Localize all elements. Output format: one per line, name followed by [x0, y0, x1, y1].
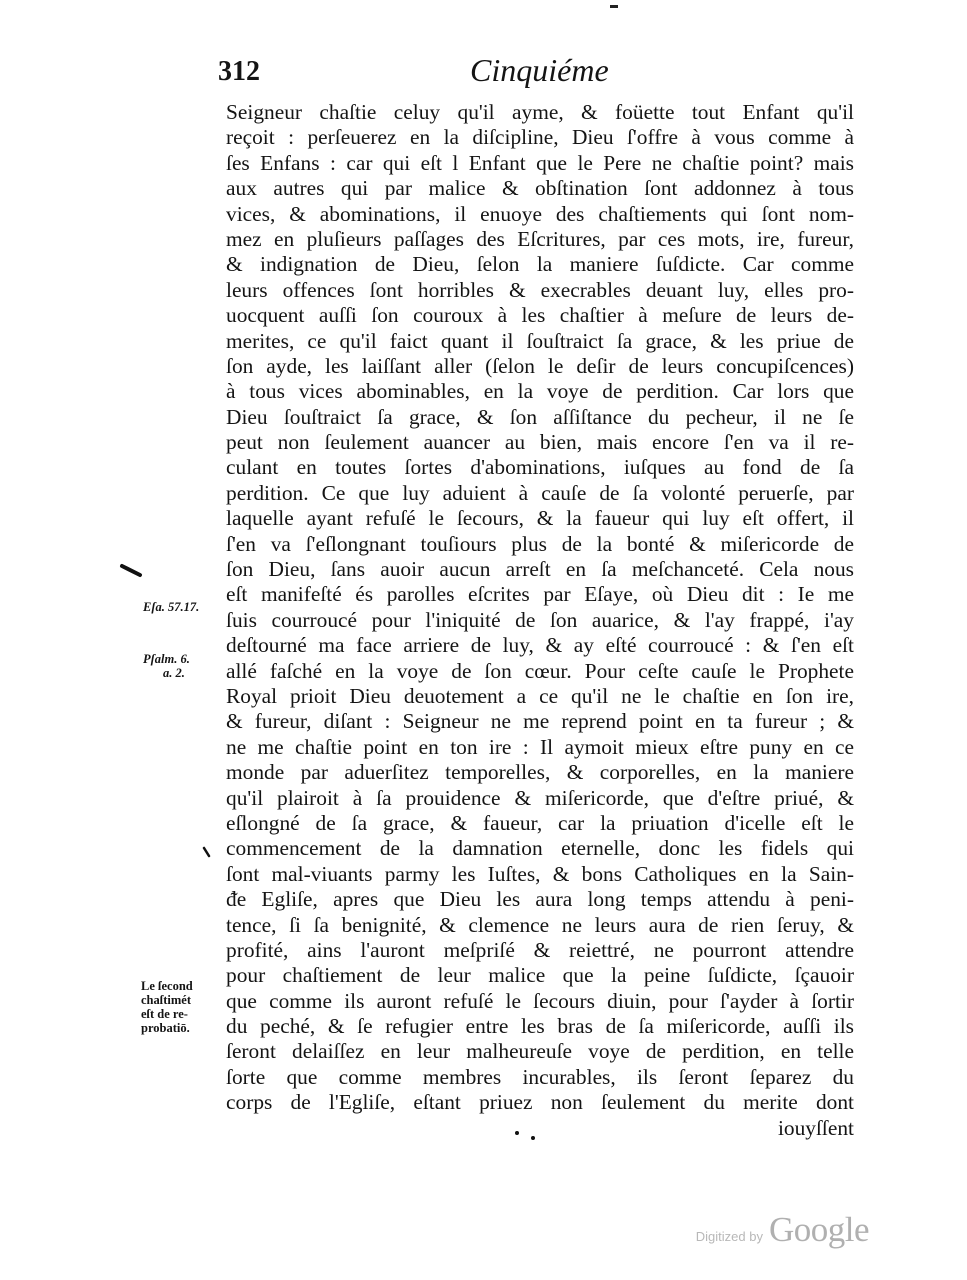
body-line: ſorte que comme membres incurables, ils ſeront ſeparez du	[226, 1064, 854, 1089]
body-line: monde par aduerſitez temporelles, & corporelles, en la maniere	[226, 760, 854, 785]
body-line: du peché, & ſe refugier entre les bras de ſa miſericorde, auſſi ils	[226, 1014, 854, 1039]
margin-note-line: probatiō.	[141, 1021, 190, 1035]
body-line: deſtourné ma face arriere de luy, & ay eſté courroucé : & ſ'en eſt	[226, 633, 854, 658]
margin-note-isaiah	[143, 600, 199, 614]
body-line: allé faſché en la voye de ſon cœur. Pour ceſte cauſe le Prophete	[226, 658, 854, 683]
margin-note-psalm	[143, 652, 190, 680]
page-header	[0, 52, 967, 92]
body-line: eſlongné de ſa grace, & faueur, car la priuation d'icelle eſt le	[226, 810, 854, 835]
margin-note-line: eſt de re-	[141, 1007, 188, 1021]
body-line: aux autres qui par malice & obſtination ſont addonnez à tous	[226, 176, 854, 201]
body-line: vices, & abominations, il enuoye des chaſtiements qui ſont nom-	[226, 201, 854, 226]
body-line: corps de l'Egliſe, eſtant priuez non ſeulement du merite dont	[226, 1090, 854, 1115]
margin-note-line: Le ſecond	[141, 979, 193, 993]
body-line: Royal prioit Dieu deuotement a ce qu'il ne le chaſtie en ſon ire,	[226, 683, 854, 708]
body-line: leurs offences ſont horribles & execrables deuant luy, elles pro-	[226, 277, 854, 302]
body-line: ſont mal-viuants parmy les Iuſtes, & bons Catholiques en la Sain-	[226, 861, 854, 886]
body-line: perdition. Ce que luy aduient à cauſe de ſa volonté peruerſe, par	[226, 480, 854, 505]
digitized-by-label: Digitized by	[695, 1229, 763, 1244]
digitized-by-google-watermark	[696, 1210, 869, 1250]
body-line: ſon Dieu, ſans auoir aucun arreſt en ſa meſchanceté. Cela nous	[226, 557, 854, 582]
body-line: ſes Enfans : car qui eſt l Enfant que le Pere ne chaſtie point? mais	[226, 150, 854, 175]
running-head: Cinquiéme	[470, 52, 609, 88]
body-line: eſt manifeſté és parolles eſcrites par Eſaye, où Dieu dit : Ie me	[226, 582, 854, 607]
margin-note-line: a. 2.	[163, 666, 185, 680]
body-line: qu'il plairoit à ſa prouidence & miſericorde, que d'eſtre priué, &	[226, 785, 854, 810]
body-line: ne me chaſtie point en ton ire : Il aymoit mieux eſtre puny en ce	[226, 734, 854, 759]
body-line: merites, ce qu'il faict quant il ſouſtraict ſa grace, & les priue de	[226, 328, 854, 353]
catchword: iouyſſent	[777, 1115, 854, 1140]
body-line: ſuis courroucé pour l'iniquité de ſon auarice, & l'ay frappé, i'ay	[226, 607, 854, 632]
scan-speck	[610, 5, 618, 8]
body-line: ſeront delaiſſez en leur malheureuſe voye de perdition, en telle	[226, 1039, 854, 1064]
body-line: & fureur, diſant : Seigneur ne me reprend point en ta fureur ; &	[226, 709, 854, 734]
body-line: tence, ſi ſa benignité, & clemence ne leurs aura de rien ſeruy, &	[226, 912, 854, 937]
body-line: que comme ils auront refuſé le ſecours diuin, pour ſ'ayder à ſortir	[226, 988, 854, 1013]
body-line: uocquent auſſi ſon couroux à les chaſtier à meſure de leurs de-	[226, 303, 854, 328]
body-line: commencement de la damnation eternelle, donc les fidels qui	[226, 836, 854, 861]
body-line: culant en toutes ſortes d'abominations, iuſques au fond de ſa	[226, 455, 854, 480]
body-line: laquelle ayant refuſé le ſecours, & la faueur qui luy eſt offert, il	[226, 506, 854, 531]
margin-note-second-chastisement	[141, 979, 193, 1035]
google-logo: Google	[768, 1210, 869, 1249]
body-line: à tous vices abominables, en la voye de perdition. Car lors que	[226, 379, 854, 404]
body-line: ſ'en va ſ'eſlongnant touſiours plus de la bonté & miſericorde de	[226, 531, 854, 556]
scan-speck	[204, 848, 209, 856]
body-line: pour chaſtiement de leur malice que la peine ſuſdicte, ſçauoir	[226, 963, 854, 988]
body-line: mez en pluſieurs paſſages des Eſcritures, par ces mots, ire, fureur,	[226, 226, 854, 251]
margin-note-line: chaſtimét	[141, 993, 191, 1007]
body-text	[226, 100, 854, 1141]
body-line: Seigneur chaſtie celuy qu'il ayme, & foüette tout Enfant qu'il	[226, 100, 854, 124]
body-line: ᵭe Egliſe, apres que Dieu les aura long temps attendu à peni-	[226, 887, 854, 912]
page-number: 312	[218, 56, 260, 87]
margin-note-line: Eſa. 57.17.	[143, 600, 200, 614]
body-line: peut non ſeulement auancer au bien, mais encore ſ'en va il re-	[226, 430, 854, 455]
body-line: Dieu ſouſtraict ſa grace, & ſon aſſiſtance du pecheur, il ne ſe	[226, 404, 854, 429]
body-line: profité, ains l'auront meſpriſé & reiettré, ne pourront attendre	[226, 937, 854, 962]
margin-note-line: Pſalm. 6.	[143, 652, 190, 666]
body-line: & indignation de Dieu, ſelon la maniere ſuſdicte. Car comme	[226, 252, 854, 277]
body-line: ſon ayde, les laiſſant aller (ſelon le deſir de leurs concupiſcences)	[226, 353, 854, 378]
scan-speck	[122, 566, 140, 575]
body-line: reçoit : perſeuerez en la diſcipline, Dieu ſ'offre à vous comme à	[226, 125, 854, 150]
